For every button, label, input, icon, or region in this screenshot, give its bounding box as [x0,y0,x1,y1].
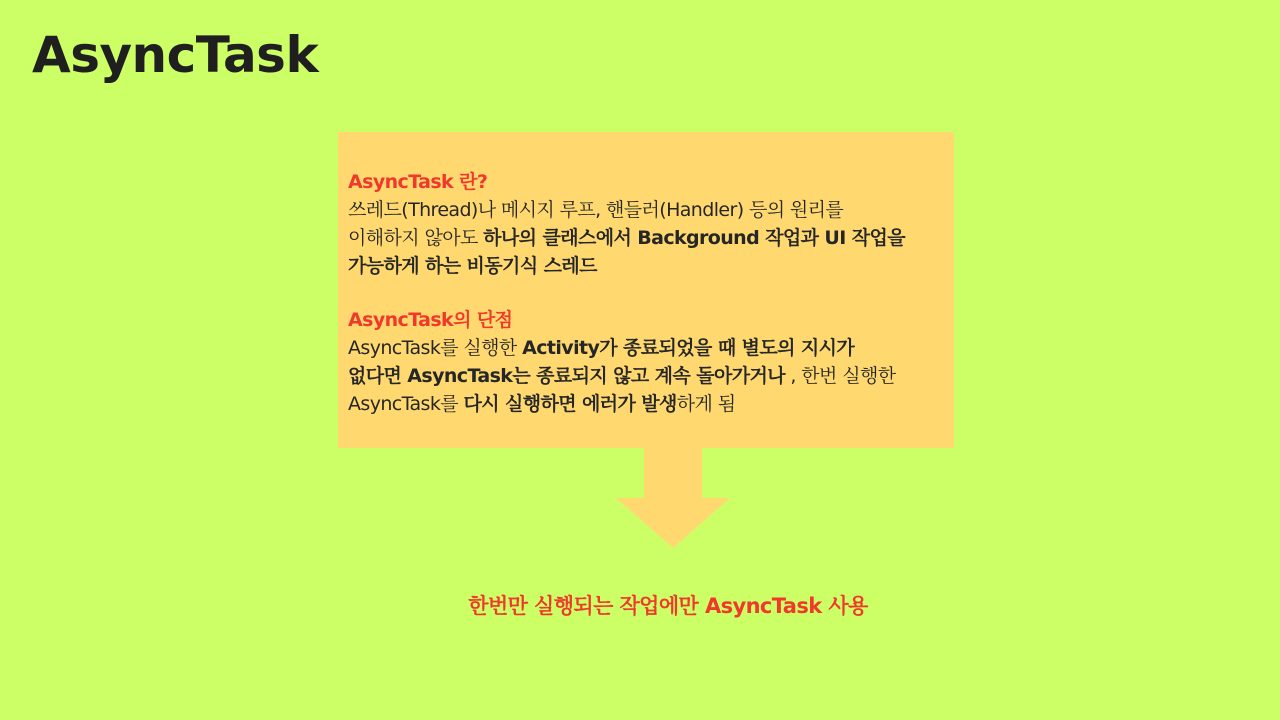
drawbacks-line-2 [348,362,946,390]
definition-line-2 [348,224,946,252]
drawbacks-line-1-plain: AsyncTask를 실행한 [348,337,523,359]
definition-line-2-bold: 하나의 클래스에서 Background 작업과 UI 작업을 [483,227,905,249]
drawbacks-line-3 [348,390,946,418]
drawbacks-line-1-bold: Activity가 종료되었을 때 별도의 지시가 [522,337,855,359]
definition-line-1 [348,196,946,224]
drawbacks-line-2-plain: , 한번 실행한 [784,365,896,387]
section-spacer [348,280,946,306]
slide-title: AsyncTask [32,26,319,84]
drawbacks-line-2-bold: 없다면 AsyncTask는 종료되지 않고 계속 돌아가거나 [348,365,785,387]
definition-line-1-text: 쓰레드(Thread)나 메시지 루프, 핸들러(Handler) 등의 원리를 [348,199,844,221]
info-card [338,132,954,448]
definition-line-2-plain: 이해하지 않아도 [348,227,484,249]
definition-line-3 [348,252,946,280]
down-arrow-icon [616,448,730,548]
drawbacks-line-3-plain-a: AsyncTask를 [348,393,464,415]
drawbacks-line-1 [348,334,946,362]
drawbacks-line-3-plain-b: 하게 됨 [676,393,736,415]
definition-line-3-bold: 가능하게 하는 비동기식 스레드 [348,255,597,277]
section-heading-drawbacks: AsyncTask의 단점 [348,309,513,331]
drawbacks-line-3-bold: 다시 실행하면 에러가 발생 [463,393,677,415]
conclusion-text: 한번만 실행되는 작업에만 AsyncTask 사용 [468,594,868,618]
section-heading-definition: AsyncTask 란? [348,171,488,193]
